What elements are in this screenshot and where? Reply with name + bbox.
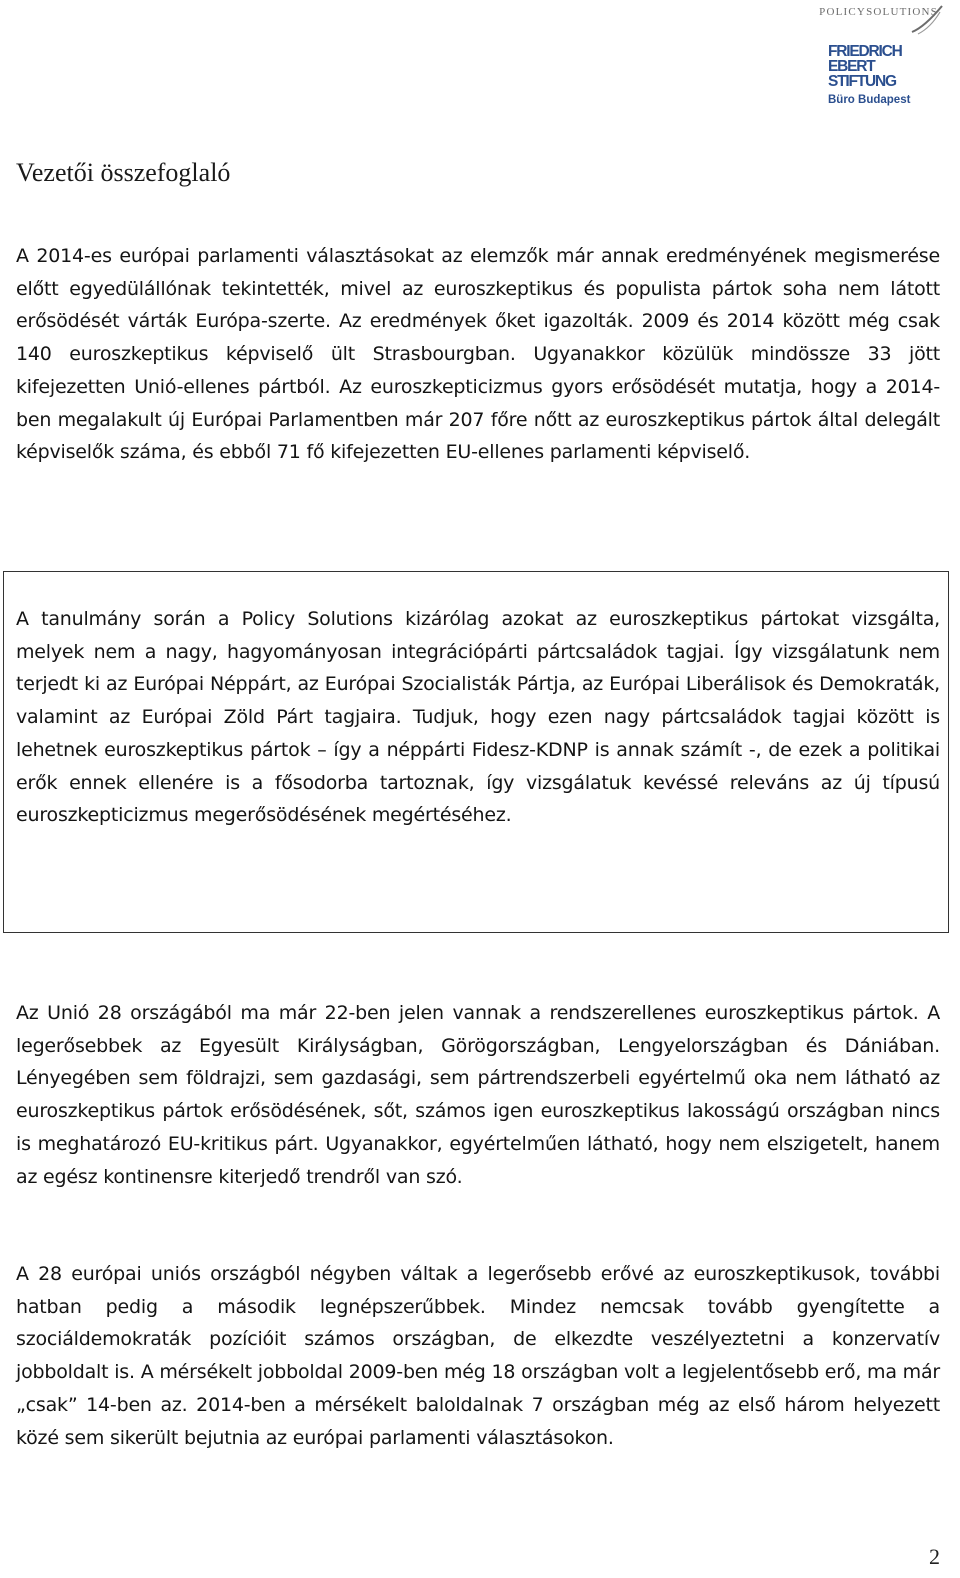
fes-logo-line-3: STIFTUNG xyxy=(828,73,896,88)
fes-subtitle: Büro Budapest xyxy=(828,94,911,106)
fes-logo-line-1: FRIEDRICH xyxy=(828,43,902,60)
header-logos xyxy=(788,6,938,110)
page-title: Vezetői összefoglaló xyxy=(16,158,231,187)
paragraph-4: A 28 európai uniós országból négyben váltak a legerősebb erővé az euroszkeptikusok, további hatban pedig a második legnépszerűbbek. Mindez nemcsak tovább gyengítette a szociáldemokraták pozícióit számos országban, de elkezdte veszélyeztetni a konzervatív jobboldalt is. A mérsékelt jobboldal 2009-ben még 18 országban volt a legjelentősebb erő, ma már „csak” 14-ben az. 2014-ben a mérsékelt baloldalnak 7 országban még az első három helyezett közé sem sikerült bejutnia az európai parlamenti választásokon. xyxy=(16,1263,940,1449)
paragraph-2-boxed: A tanulmány során a Policy Solutions kizárólag azokat az euroszkeptikus pártokat vizsgálta, melyek nem a nagy, hagyományosan integrációpárti pártcsaládok tagjai. Így vizsgálatunk nem terjedt ki az Európai Néppárt, az Európai Szocialisták Pártja, az Európai Liberálisok és Demokraták, valamint az Európai Zöld Párt tagjaira. Tudjuk, hogy ezen nagy pártcsaládok tagjai között is lehetnek euroszkeptikus pártok – így a néppárti Fidesz-KDNP is annak számít -, de ezek a politikai erők ennek ellenére is a fősodorba tartoznak, így vizsgálatuk kevéssé releváns az új típusú euroszkepticizmus megerősödésének megértéséhez. xyxy=(16,608,940,827)
policy-solutions-logo-text: POLICYSOLUTIONS xyxy=(819,6,938,18)
paragraph-3: Az Unió 28 országából ma már 22-ben jelen vannak a rendszerellenes euroszkeptikus pártok. A legerősebbek az Egyesült Királyságban, Görögországban, Lengyelországban és Dániában. Lényegében sem földrajzi, sem gazdasági, sem pártrendszerbeli egyértelmű oka nem látható az euroszkeptikus pártok erősödésének, sőt, számos igen euroszkeptikus lakosságú országban nincs is meghatározó EU-kritikus párt. Ugyanakkor, egyértelműen látható, hogy nem elszigetelt, hanem az egész kontinensre kiterjedő trendről van szó. xyxy=(16,1002,940,1188)
swoosh-icon xyxy=(910,4,944,36)
fes-logo-line-2: EBERT xyxy=(828,58,875,75)
paragraph-1: A 2014-es európai parlamenti választásokat az elemzők már annak eredményének megismerése előtt egyedülállónak tekintették, mivel az euroszkeptikus és populista pártok soha nem látott erősödését várták Európa-szerte. Az eredmények őket igazolták. 2009 és 2014 között még csak 140 euroszkeptikus képviselő ült Strasbourgban. Ugyanakkor közülük mindössze 33 jött kifejezetten Unió-ellenes pártból. Az euroszkepticizmus gyors erősödését mutatja, hogy a 2014-ben megalakult új Európai Parlamentben már 207 főre nőtt az euroszkeptikus pártok által delegált képviselők száma, és ebből 71 fő kifejezetten EU-ellenes parlamenti képviselő. xyxy=(16,245,940,464)
fes-logo xyxy=(828,42,920,88)
page-number: 2 xyxy=(929,1544,940,1569)
